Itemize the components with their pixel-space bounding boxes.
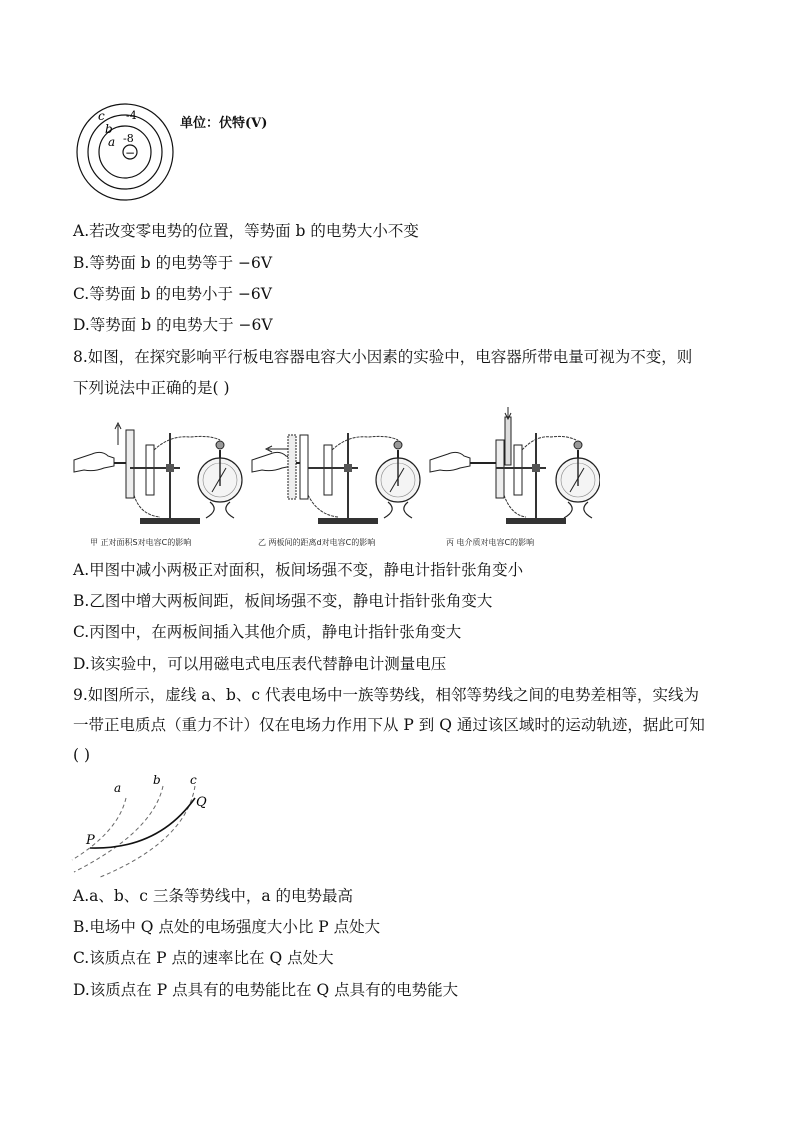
negative-charge-sign: − bbox=[125, 146, 136, 160]
q8-option-c: C.丙图中，在两板间插入其他介质，静电计指针张角变大 bbox=[73, 623, 462, 641]
q7-option-d: D.等势面 b 的电势大于 −6V bbox=[73, 316, 273, 334]
q8-option-b: B.乙图中增大两板间距，板间场强不变，静电计指针张角变大 bbox=[73, 592, 493, 610]
q9-stem-line2: 一带正电质点（重力不计）仅在电场力作用下从 P 到 Q 通过该区域时的运动轨迹，据此可知 bbox=[73, 716, 705, 734]
label-b: b bbox=[105, 122, 113, 136]
panel-bing bbox=[430, 407, 600, 547]
label-c: c bbox=[98, 109, 105, 123]
caption-yi: 乙 两板间的距离d对电容C的影响 bbox=[258, 538, 376, 547]
label-a: a bbox=[108, 135, 116, 149]
q9-option-c: C.该质点在 P 点的速率比在 Q 点处大 bbox=[73, 949, 334, 967]
q9-option-d: D.该质点在 P 点具有的电势能比在 Q 点具有的电势能大 bbox=[73, 981, 459, 999]
label-c: c bbox=[190, 773, 197, 787]
capacitor-experiment-figure bbox=[70, 405, 600, 553]
panel-jia bbox=[74, 423, 242, 547]
caption-jia: 甲 正对面积S对电容C的影响 bbox=[90, 538, 192, 547]
q7-option-c: C.等势面 b 的电势小于 −6V bbox=[73, 285, 272, 303]
label-P: P bbox=[86, 833, 95, 848]
panel-yi bbox=[252, 433, 420, 547]
q9-stem-line3: ( ) bbox=[73, 746, 91, 764]
equipotential-line-a bbox=[72, 798, 126, 860]
q8-option-d: D.该实验中，可以用磁电式电压表代替静电计测量电压 bbox=[73, 655, 447, 673]
q9-stem-line1: 9.如图所示，虚线 a、b、c 代表电场中一族等势线，相邻等势线之间的电势差相等，实线为 bbox=[73, 686, 699, 704]
caption-bing: 丙 电介质对电容C的影响 bbox=[446, 538, 535, 547]
label-minus4: -4 bbox=[126, 109, 137, 122]
q7-option-a: A.若改变零电势的位置，等势面 b 的电势大小不变 bbox=[73, 222, 419, 240]
unit-label: 单位：伏特(V) bbox=[180, 116, 268, 131]
label-b: b bbox=[153, 773, 161, 787]
q8-stem-line2: 下列说法中正确的是( ) bbox=[73, 379, 230, 397]
equipotential-line-b bbox=[74, 786, 163, 872]
equipotential-line-c bbox=[98, 786, 195, 878]
q7-option-b: B.等势面 b 的电势等于 −6V bbox=[73, 254, 273, 272]
q8-stem-line1: 8.如图，在探究影响平行板电容器电容大小因素的实验中，电容器所带电量可视为不变，则 bbox=[73, 348, 693, 366]
label-a: a bbox=[114, 781, 122, 795]
q9-option-a: A.a、b、c 三条等势线中，a 的电势最高 bbox=[73, 887, 354, 905]
q9-option-b: B.电场中 Q 点处的电场强度大小比 P 点处大 bbox=[73, 918, 381, 936]
q8-option-a: A.甲图中减小两极正对面积，板间场强不变，静电计指针张角变小 bbox=[73, 561, 524, 579]
equipotential-circles-figure bbox=[70, 100, 180, 205]
equipotential-trajectory-figure bbox=[68, 770, 218, 880]
label-minus8: -8 bbox=[123, 132, 134, 145]
label-Q: Q bbox=[196, 795, 207, 810]
